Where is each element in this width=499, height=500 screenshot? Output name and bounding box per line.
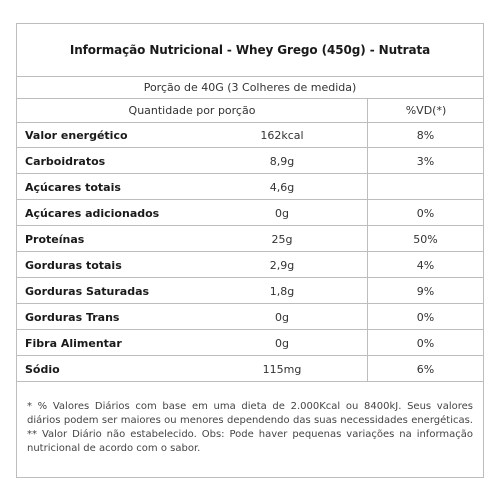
nutrient-daily-value: 8% — [416, 128, 435, 142]
nutrient-name: Gorduras totais — [25, 258, 122, 272]
nutrient-amount: 1,8g — [269, 284, 295, 298]
table-row — [17, 174, 483, 200]
nutrient-amount: 8,9g — [269, 154, 295, 168]
nutrient-amount: 0g — [275, 206, 289, 220]
footnote: * % Valores Diários com base em uma dieta de 2.000Kcal ou 8400kJ. Seus valores diários podem ser maiores ou menores dependendo das suas necessidades energéticas. ** Valor Diário não estabelecido. Obs: Pode haver pequenas variações na informação nutricional de acordo com o sabor. — [27, 401, 473, 454]
nutrient-name: Gorduras Saturadas — [25, 284, 150, 298]
nutrient-daily-value: 0% — [416, 206, 435, 220]
nutrient-daily-value: 0% — [416, 310, 435, 324]
nutrient-daily-value: 9% — [416, 284, 435, 298]
nutrient-name: Valor energético — [25, 128, 128, 142]
nutrient-name: Açúcares adicionados — [25, 206, 160, 220]
table-row — [17, 304, 483, 330]
portion-size: Porção de 40G (3 Colheres de medida) — [17, 76, 483, 99]
nutrient-amount: 2,9g — [269, 258, 295, 272]
nutrient-name: Sódio — [25, 362, 60, 376]
nutrient-name: Carboidratos — [25, 154, 106, 168]
nutrient-daily-value: 50% — [413, 232, 438, 246]
table-row — [17, 330, 483, 356]
header-quantity: Quantidade por porção — [128, 103, 256, 117]
nutrient-daily-value: 4% — [416, 258, 435, 272]
table-title: Informação Nutricional - Whey Grego (450g) - Nutrata — [17, 24, 483, 77]
nutrient-amount: 0g — [275, 336, 289, 350]
nutrient-daily-value — [367, 174, 484, 200]
nutrient-name: Fibra Alimentar — [25, 336, 122, 350]
nutrient-amount: 115mg — [262, 362, 302, 376]
table-row — [17, 356, 483, 382]
nutrient-name: Proteínas — [25, 232, 85, 246]
nutrient-amount: 25g — [271, 232, 293, 246]
table-row — [17, 278, 483, 304]
nutrient-amount: 0g — [275, 310, 289, 324]
nutrient-name: Gorduras Trans — [25, 310, 120, 324]
nutrient-daily-value: 3% — [416, 154, 435, 168]
table-row — [17, 122, 483, 148]
nutrition-table — [16, 23, 484, 478]
nutrient-name: Açúcares totais — [25, 180, 121, 194]
nutrient-daily-value: 0% — [416, 336, 435, 350]
nutrient-rows — [17, 122, 483, 382]
table-row — [17, 252, 483, 278]
nutrient-amount: 4,6g — [269, 180, 295, 194]
table-row — [17, 148, 483, 174]
nutrient-amount: 162kcal — [260, 128, 304, 142]
table-row — [17, 226, 483, 252]
table-header — [17, 98, 483, 123]
table-row — [17, 200, 483, 226]
nutrient-daily-value: 6% — [416, 362, 435, 376]
header-daily-value: %VD(*) — [367, 98, 484, 122]
